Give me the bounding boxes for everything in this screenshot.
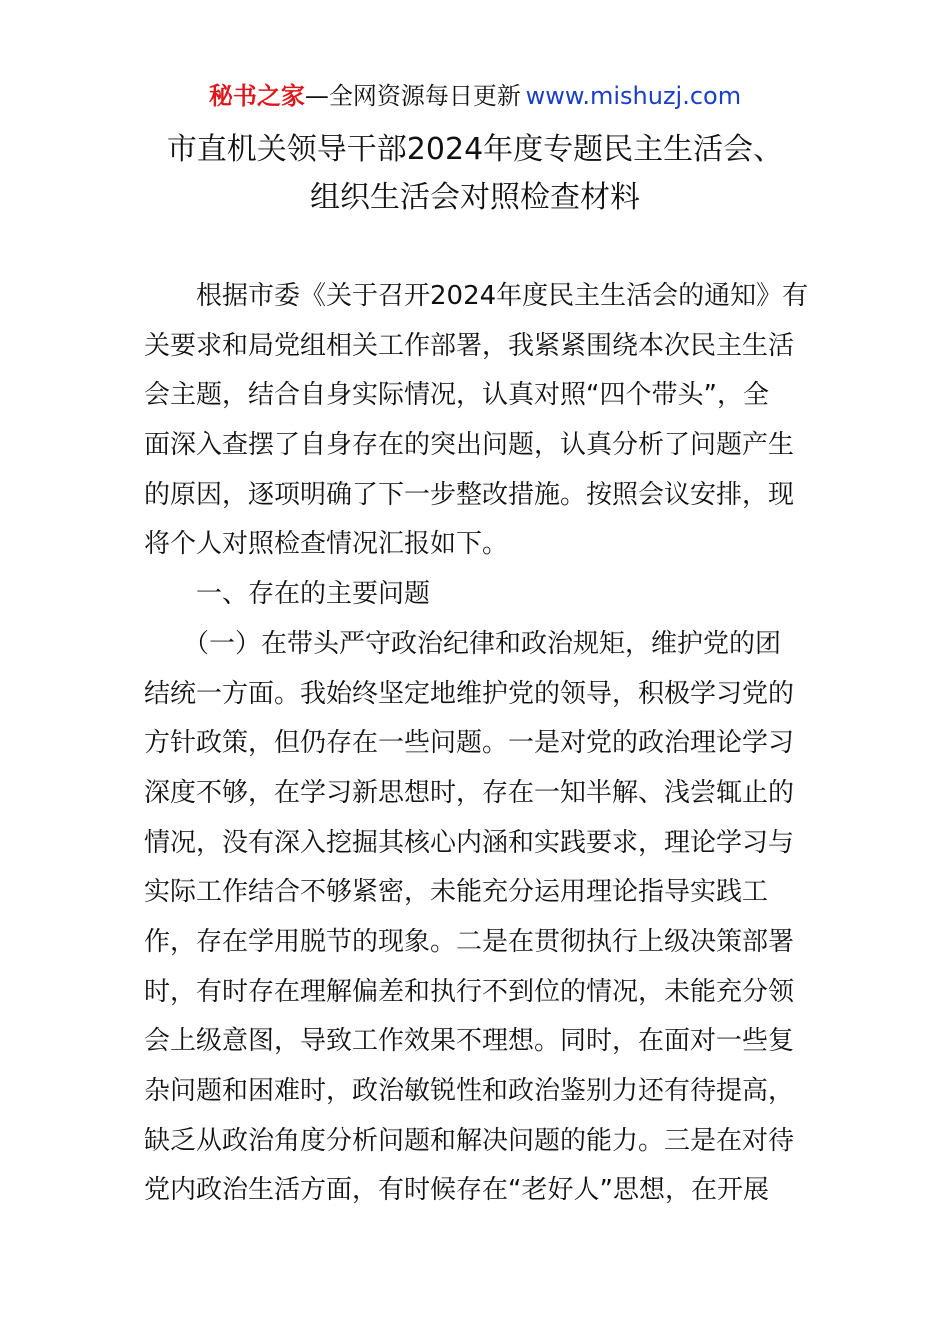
document-body xyxy=(144,272,809,1216)
title-line-1: 市直机关领导干部2024年度专题民主生活会、 xyxy=(166,132,784,167)
body-line: 党内政治生活方面，有时候存在“老好人”思想，在开展 xyxy=(144,1175,769,1206)
body-line: 面深入查摆了自身存在的突出问题，认真分析了问题产生 xyxy=(144,430,795,461)
body-line: 杂问题和困难时，政治敏锐性和政治鉴别力还有待提高， xyxy=(144,1076,795,1106)
site-banner xyxy=(0,80,950,112)
body-line: 时，有时存在理解偏差和执行不到位的情况，未能充分领 xyxy=(144,976,795,1007)
body-line: 根据市委《关于召开2024年度民主生活会的通知》有 xyxy=(144,281,809,311)
title-line-2: 组织生活会对照检查材料 xyxy=(310,180,640,215)
body-line: 实际工作结合不够紧密，未能充分运用理论指导实践工 xyxy=(144,877,769,908)
document-title xyxy=(0,126,950,222)
body-line: 深度不够，在学习新思想时，存在一知半解、浅尝辄止的 xyxy=(144,777,795,808)
body-line: 情况，没有深入挖掘其核心内涵和实践要求，理论学习与 xyxy=(144,827,795,858)
body-line: 缺乏从政治角度分析问题和解决问题的能力。三是在对待 xyxy=(144,1125,795,1156)
site-url-link[interactable]: www.mishuzj.com xyxy=(525,82,742,110)
body-line: 会主题，结合自身实际情况，认真对照“四个带头”，全 xyxy=(144,380,769,411)
body-line: 会上级意图，导致工作效果不理想。同时，在面对一些复 xyxy=(144,1026,795,1057)
body-line: 将个人对照检查情况汇报如下。 xyxy=(144,529,509,560)
body-line: （一）在带头严守政治纪律和政治规矩，维护党的团 xyxy=(144,628,782,659)
site-slogan: —全网资源每日更新 xyxy=(304,82,521,110)
site-name: 秘书之家 xyxy=(208,82,305,110)
body-line: 关要求和局党组相关工作部署，我紧紧围绕本次民主生活 xyxy=(144,330,795,361)
body-line: 结统一方面。我始终坚定地维护党的领导，积极学习党的 xyxy=(144,678,795,709)
body-line: 方针政策，但仍存在一些问题。一是对党的政治理论学习 xyxy=(144,728,795,759)
section-heading: 一、存在的主要问题 xyxy=(144,579,431,610)
body-line: 的原因，逐项明确了下一步整改措施。按照会议安排，现 xyxy=(144,479,795,510)
body-line: 作，存在学用脱节的现象。二是在贯彻执行上级决策部署 xyxy=(144,926,795,957)
